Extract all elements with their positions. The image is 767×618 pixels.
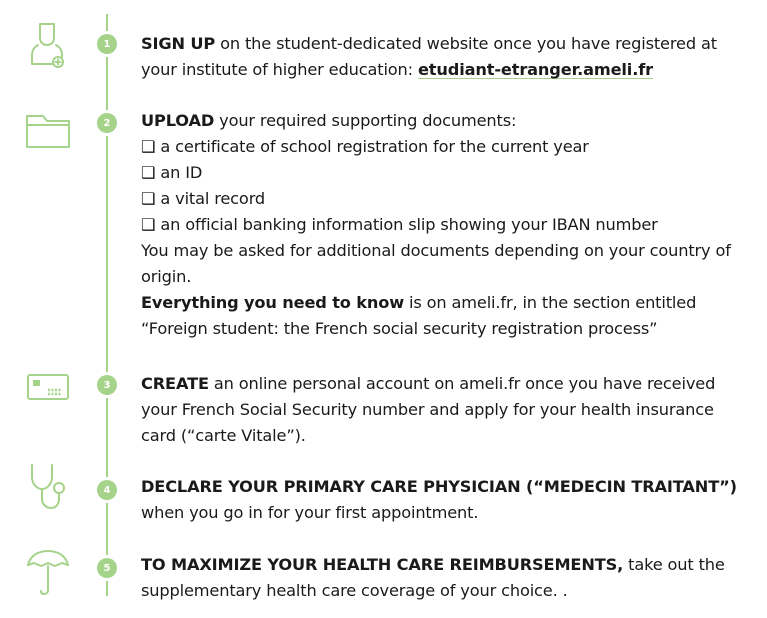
checkbox-icon: ❑ — [141, 189, 156, 208]
document-item — [141, 160, 753, 186]
folder-icon — [22, 106, 74, 156]
step-3-lead: CREATE — [141, 374, 209, 393]
checkbox-icon: ❑ — [141, 137, 156, 156]
step-number-2: 2 — [97, 113, 117, 133]
timeline-line — [106, 14, 108, 596]
checkbox-icon: ❑ — [141, 215, 156, 234]
additional-documents-note: You may be asked for additional documents depending on your country of origin. — [141, 241, 731, 286]
step-5-text — [141, 552, 753, 604]
document-label: a vital record — [160, 189, 266, 208]
card-icon — [22, 362, 74, 412]
stethoscope-icon — [22, 462, 74, 512]
step-5-body: take out the supplementary health care coverage of your choice. . — [141, 555, 725, 600]
step-2-text — [141, 108, 753, 342]
document-item — [141, 212, 753, 238]
umbrella-icon — [22, 548, 74, 598]
step-3-text — [141, 371, 753, 449]
step-number-5: 5 — [97, 558, 117, 578]
ameli-student-link[interactable]: etudiant-etranger.ameli.fr — [417, 60, 653, 79]
step-number-3: 3 — [97, 375, 117, 395]
step-2-lead: UPLOAD — [141, 111, 215, 130]
step-1-body: on the student-dedicated website once you have registered at your institute of higher education: — [141, 34, 717, 79]
document-label: a certificate of school registration for the current year — [160, 137, 589, 156]
step-4-text — [141, 474, 753, 526]
step-2-body: your required supporting documents: — [214, 111, 517, 130]
info-lead: Everything you need to know — [141, 293, 405, 312]
step-1-lead: SIGN UP — [141, 34, 216, 53]
step-1-text — [141, 31, 753, 83]
checkbox-icon: ❑ — [141, 163, 156, 182]
document-item — [141, 134, 753, 160]
document-label: an ID — [160, 163, 203, 182]
step-5-lead: TO MAXIMIZE YOUR HEALTH CARE REIMBURSEMENTS, — [141, 555, 624, 574]
step-3-body: an online personal account on ameli.fr once you have received your French Social Security number and apply for your health insurance card (“carte Vitale”). — [141, 374, 716, 445]
info-text: is on ameli.fr, in the section entitled “Foreign student: the French social security registration process” — [141, 293, 697, 338]
step-4-lead: DECLARE YOUR PRIMARY CARE PHYSICIAN (“MEDECIN TRAITANT”) — [141, 477, 737, 496]
document-item — [141, 186, 753, 212]
step-number-1: 1 — [97, 34, 117, 54]
user-plus-icon — [22, 20, 74, 70]
step-number-4: 4 — [97, 480, 117, 500]
step-4-body: when you go in for your first appointment. — [141, 503, 479, 522]
document-label: an official banking information slip showing your IBAN number — [160, 215, 658, 234]
